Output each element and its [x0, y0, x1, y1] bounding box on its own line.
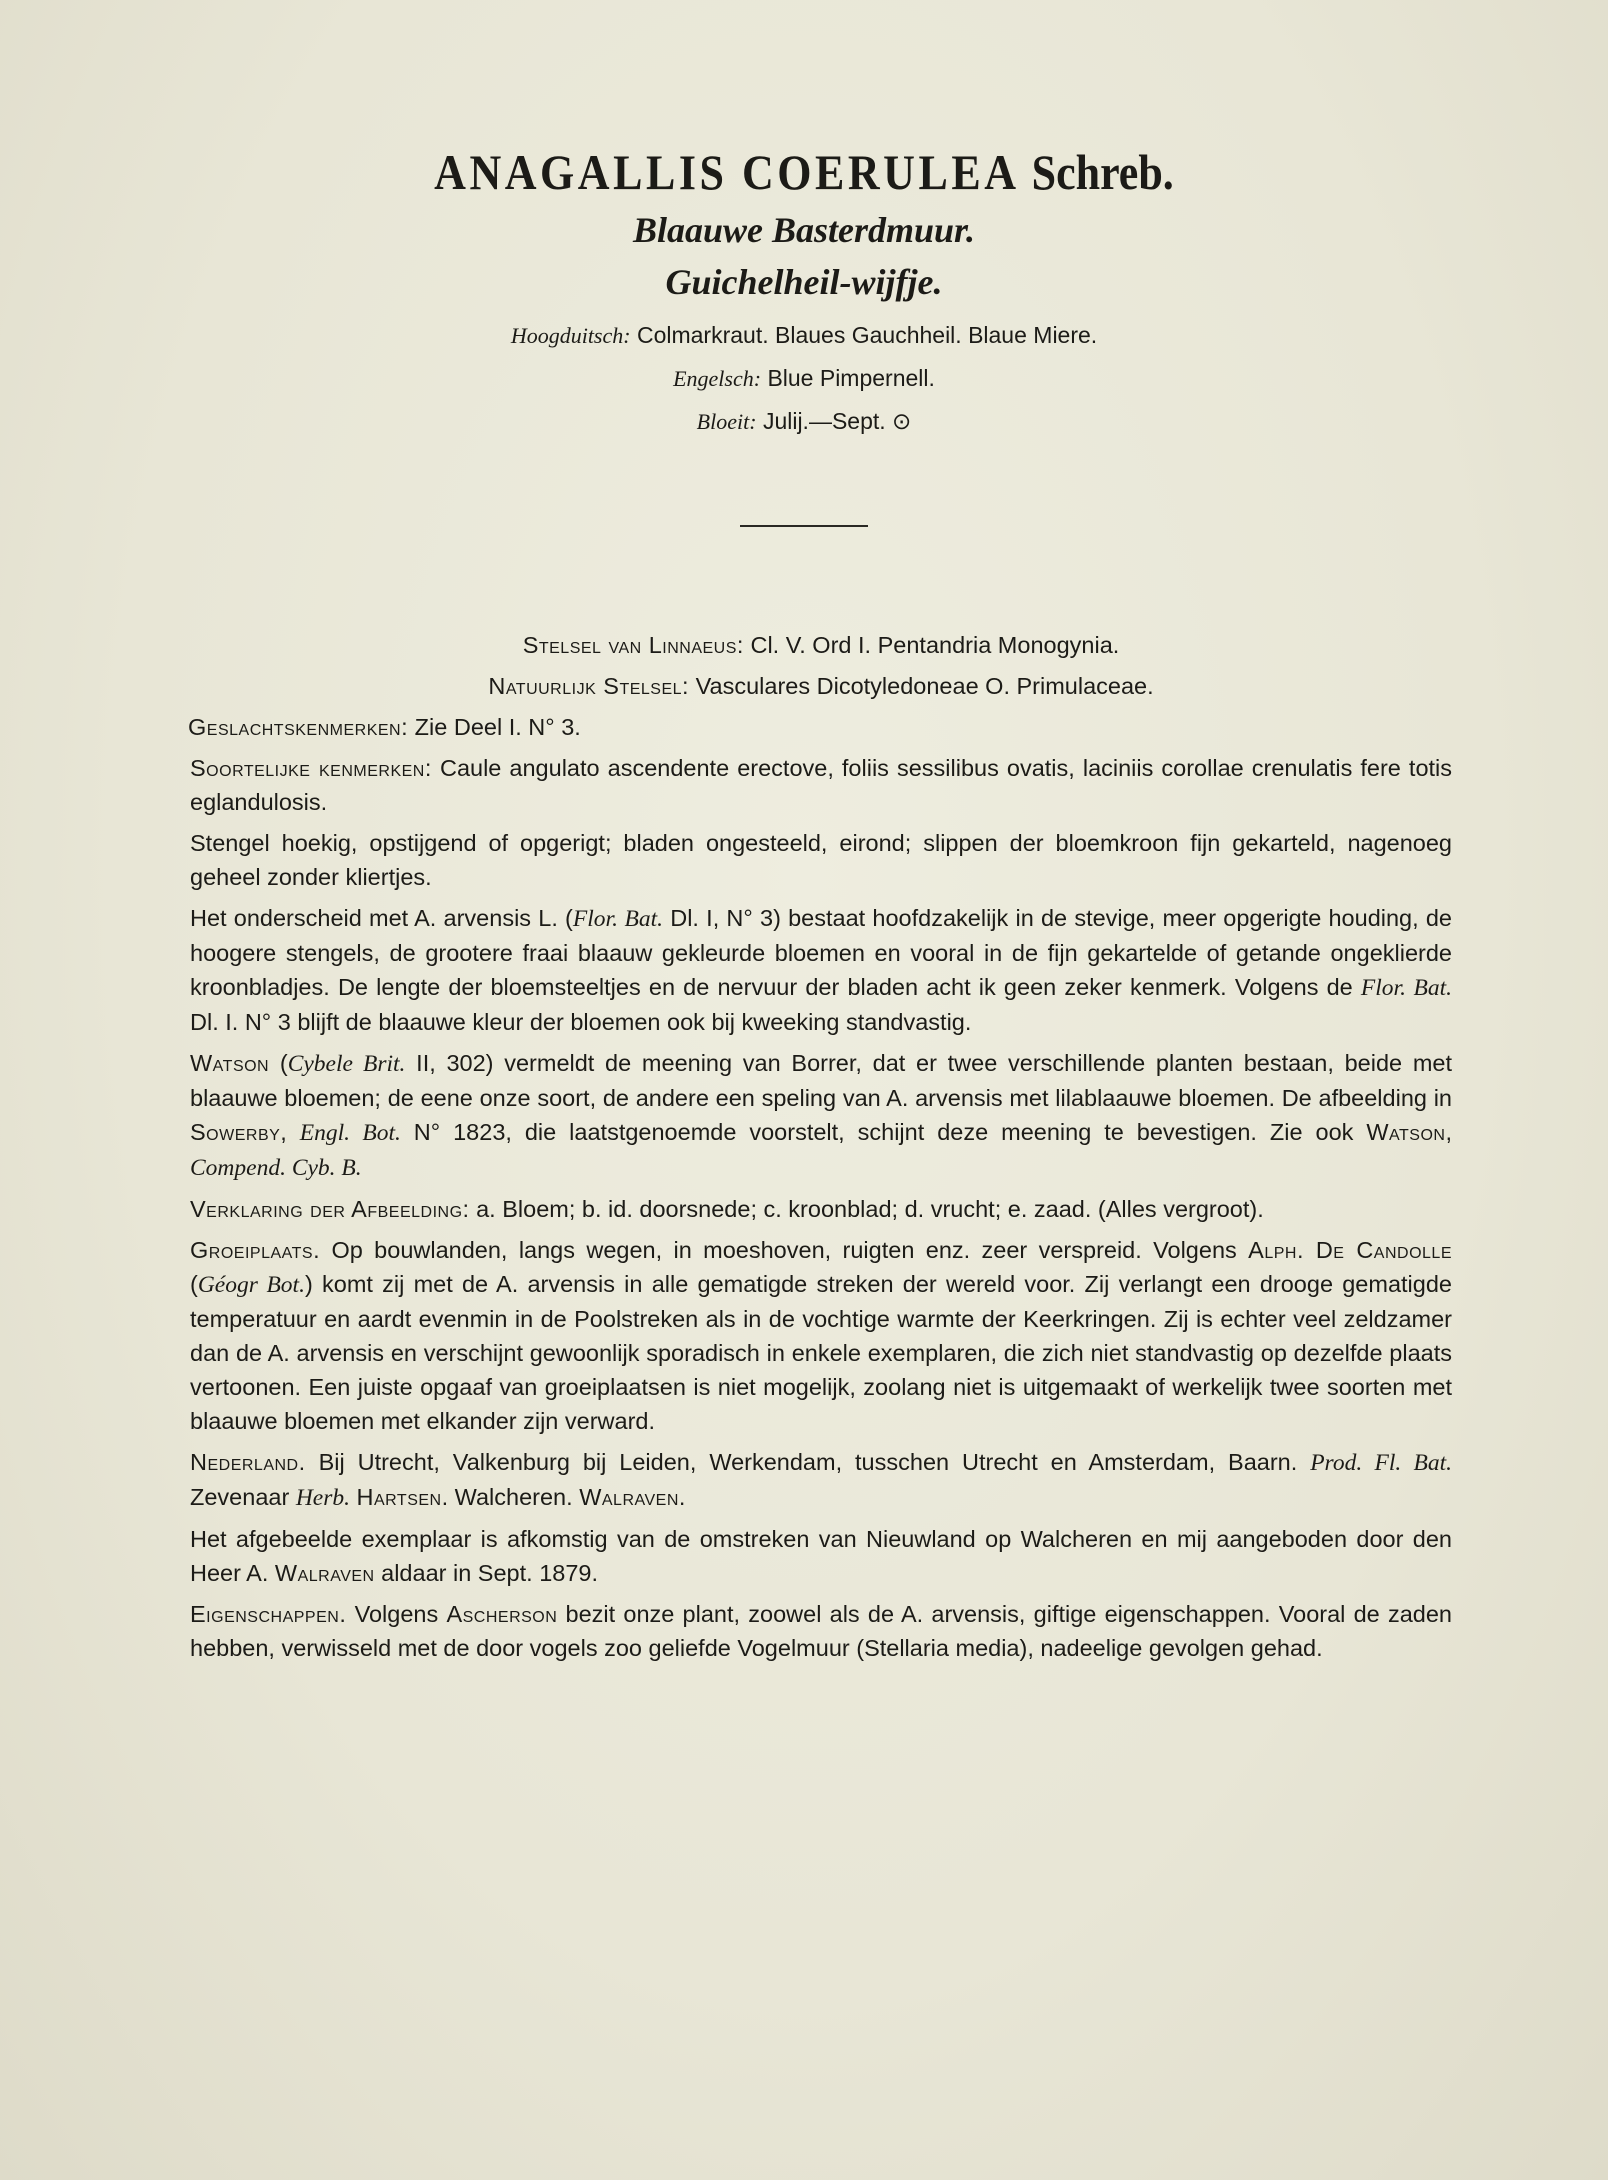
text-run: Zevenaar — [190, 1484, 296, 1510]
watson-paragraph — [190, 1046, 1452, 1185]
citation: Cybele Brit. — [287, 1051, 406, 1077]
linnaeus-line — [190, 628, 1452, 662]
dutch-name-2: Guichelheil-wijfje. — [665, 262, 943, 302]
species-characters — [190, 751, 1452, 819]
species-value: Caule angulato ascendente erectove, foliis sessilibus ovatis, laciniis corollae crenulatis fere totis eglandulosis. — [190, 755, 1453, 815]
natural-label: Natuurlijk Stelsel: — [488, 673, 690, 699]
species-label: Soortelijke kenmerken: — [190, 755, 432, 781]
english-line — [0, 357, 1608, 400]
german-label: Hoogduitsch: — [510, 323, 631, 348]
species-author: Schreb. — [1031, 144, 1174, 200]
verklaring-paragraph — [190, 1192, 1452, 1226]
citation: Géogr Bot. — [197, 1272, 305, 1298]
text-run: aldaar in Sept. 1879. — [374, 1560, 599, 1586]
text-run: Bij Utrecht, Valkenburg bij Leiden, Werkendam, tusschen Utrecht en Amsterdam, Baarn. — [305, 1449, 1311, 1475]
body-text — [190, 628, 1452, 1672]
verklaring-label: Verklaring der Afbeelding: — [190, 1196, 470, 1222]
text-run: N° 1823, die laatstgenoemde voorstelt, schijnt deze meening te bevestigen. Zie ook — [400, 1119, 1367, 1145]
natural-system-line — [190, 669, 1452, 703]
text-run: ( — [269, 1050, 288, 1076]
nederland-paragraph — [190, 1445, 1452, 1515]
text-run: Volgens — [346, 1601, 447, 1627]
genus-value: Zie Deel I. N° 3. — [414, 714, 581, 740]
citation: Prod. Fl. Bat. — [1310, 1450, 1452, 1476]
text-run: . Walcheren. — [441, 1484, 580, 1510]
author-name: Hartsen — [356, 1484, 442, 1510]
species-name: ANAGALLIS COERULEA — [434, 144, 1018, 200]
english-label: Engelsch: — [673, 366, 762, 391]
text-run: Dl. I. N° 3 blijft de blaauwe kleur der bloemen ook bij kweeking standvastig. — [190, 1009, 972, 1035]
text-run: II, 302) vermeldt de meening van Borrer, dat er twee verschillende planten bestaan, beide met blaauwe bloemen; de eene onze soort, de andere een speling van A. arvensis met lilablaauwe bloemen. De afbeelding in — [190, 1050, 1452, 1111]
text-run: , — [280, 1119, 300, 1145]
text-run: . — [678, 1484, 686, 1510]
author-name: Sowerby — [190, 1119, 281, 1145]
divider-rule — [740, 525, 868, 527]
citation: Flor. Bat. — [1360, 975, 1452, 1001]
english-name: Blue Pimpernell. — [767, 365, 935, 391]
difference-paragraph — [190, 901, 1452, 1039]
species-title — [96, 140, 1511, 204]
author-name: Watson — [1366, 1119, 1446, 1145]
text-run: Het onderscheid met A. arvensis L. ( — [190, 905, 573, 931]
bloom-value: Julij.—Sept. ⊙ — [762, 408, 912, 434]
german-line — [0, 314, 1608, 357]
exemplaar-paragraph — [190, 1522, 1452, 1590]
citation: Compend. Cyb. B. — [190, 1155, 362, 1181]
text-run: ) komt zij met de A. arvensis in alle gematigde streken der wereld voor. Zij verlangt een drooge gematigde temperatuur en aardt evenmin in de Poolstreken als in de vochtige warmte der Keerkringen. Zij is echter veel zeldzamer dan de A. arvensis en verschijnt gewoonlijk sporadisch in enkele exemplaren, die zich niet standvastig op dezelfde plaats vertoonen. Een juiste opgaaf van groeiplaatsen is niet mogelijk, zoolang niet is uitgemaakt of werkelijk twee soorten met blaauwe bloemen met elkander zijn verward. — [190, 1271, 1452, 1434]
author-name: Walraven — [274, 1560, 375, 1586]
linnaeus-label: Stelsel van Linnaeus: — [522, 632, 744, 658]
author-name: Walraven — [579, 1484, 679, 1510]
stem-paragraph: Stengel hoekig, opstijgend of opgerigt; bladen ongesteeld, eirond; slippen der bloemkroon fijn gekarteld, nagenoeg geheel zonder kliertjes. — [190, 830, 1452, 890]
section-label: Groeiplaats. — [190, 1237, 321, 1263]
page-header — [0, 140, 1608, 527]
text-run: Het afgebeelde exemplaar is afkomstig van de omstreken van Nieuwland op Walcheren en mij aangeboden door den Heer A. — [190, 1526, 1452, 1586]
text-run: bezit onze plant, zoowel als de A. arvensis, giftige eigenschappen. Vooral de zaden hebben, verwisseld met de door vogels zoo geliefde Vogelmuur (Stellaria media), nadeelige gevolgen gehad. — [190, 1601, 1452, 1661]
citation: Herb. — [295, 1485, 350, 1511]
author-name: Ascherson — [446, 1601, 558, 1627]
bloom-line — [0, 400, 1608, 443]
text-run: Op bouwlanden, langs wegen, in moeshoven, ruigten enz. zeer verspreid. Volgens — [320, 1237, 1249, 1263]
section-label: Eigenschappen. — [190, 1601, 347, 1627]
genus-line — [190, 710, 1452, 744]
citation: Flor. Bat. — [572, 906, 664, 932]
author-name: Watson — [190, 1050, 270, 1076]
german-names: Colmarkraut. Blaues Gauchheil. Blaue Miere. — [636, 322, 1098, 348]
text-run: Dl. I, N° 3) bestaat hoofdzakelijk in de stevige, meer opgerigte houding, de hoogere stengels, de grootere fraai blaauw gekleurde bloemen en vooral in de fijn gekartelde of getande ongeklierde kroonbladjes. De lengte der bloemsteeltjes en de nervuur der bladen acht ik geen zeker kenmerk. Volgens de — [190, 905, 1453, 1000]
dutch-name-1: Blaauwe Basterdmuur. — [632, 210, 976, 250]
bloom-label: Bloeit: — [696, 409, 757, 434]
text-run: ( — [190, 1271, 198, 1297]
section-label: Nederland. — [190, 1449, 306, 1475]
genus-label: Geslachtskenmerken: — [188, 714, 409, 740]
groeiplaats-paragraph — [190, 1233, 1452, 1438]
author-name: Alph. De Candolle — [1248, 1237, 1452, 1263]
citation: Engl. Bot. — [299, 1120, 401, 1146]
vernacular-names — [0, 314, 1608, 443]
verklaring-value: a. Bloem; b. id. doorsnede; c. kroonblad; d. vrucht; e. zaad. (Alles vergroot). — [476, 1196, 1264, 1222]
natural-value: Vasculares Dicotyledoneae O. Primulaceae. — [695, 673, 1154, 699]
linnaeus-value: Cl. V. Ord I. Pentandria Monogynia. — [750, 632, 1120, 658]
eigenschappen-paragraph — [190, 1597, 1452, 1665]
text-run: , — [1445, 1119, 1452, 1145]
